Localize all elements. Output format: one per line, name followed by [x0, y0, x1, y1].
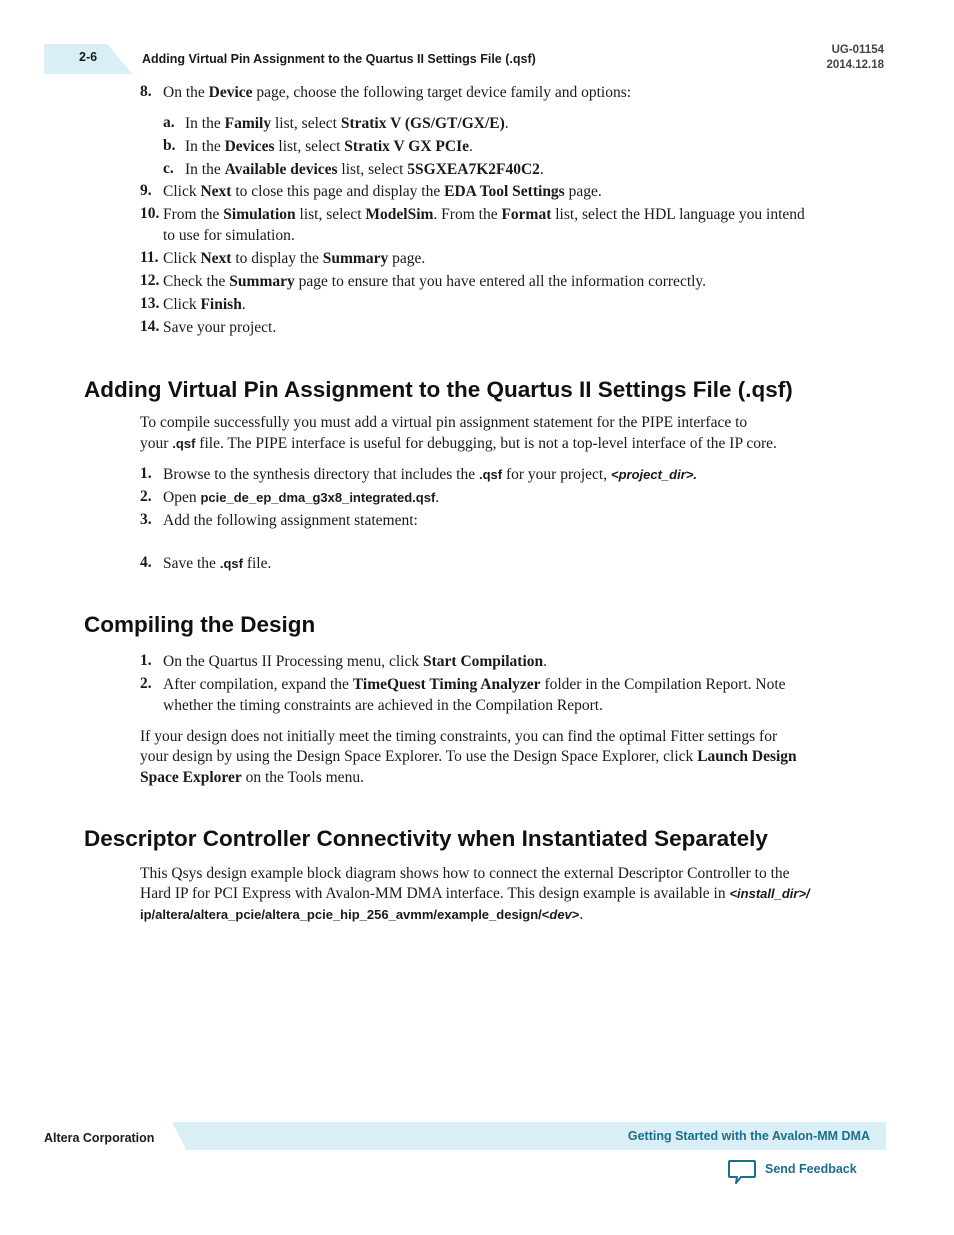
step-number: 1.: [140, 465, 152, 482]
paragraph-line: This Qsys design example block diagram shows how to connect the external Descriptor Controller to the: [140, 865, 790, 882]
step-8: On the Device page, choose the following target device family and options:: [163, 84, 632, 101]
step-14: Save your project.: [163, 319, 277, 336]
doc-id: UG-01154: [831, 44, 884, 56]
step-11: Click Next to display the Summary page.: [163, 250, 426, 267]
step-number: 11.: [140, 249, 159, 266]
feedback-speech-bubble-icon[interactable]: [727, 1158, 757, 1186]
paragraph-line: your design by using the Design Space Explorer. To use the Design Space Explorer, click Launch Design: [140, 748, 797, 765]
page-number: 2-6: [79, 50, 98, 64]
section-heading-virtual-pin: Adding Virtual Pin Assignment to the Quartus II Settings File (.qsf): [84, 377, 793, 402]
step-number: 14.: [140, 318, 160, 335]
running-title: Adding Virtual Pin Assignment to the Quartus II Settings File (.qsf): [142, 52, 536, 66]
step-expand-line2: whether the timing constraints are achieved in the Compilation Report.: [163, 697, 603, 714]
step-8c: In the Available devices list, select 5SGXEA7K2F40C2.: [185, 161, 544, 178]
send-feedback-link[interactable]: Send Feedback: [765, 1162, 857, 1176]
step-number: 13.: [140, 295, 160, 312]
step-10: From the Simulation list, select ModelSim. From the Format list, select the HDL language you intend: [163, 206, 805, 223]
step-start-compilation: On the Quartus II Processing menu, click Start Compilation.: [163, 653, 547, 670]
paragraph-line: If your design does not initially meet the timing constraints, you can find the optimal Fitter settings for: [140, 728, 778, 745]
substep-letter: a.: [163, 114, 175, 131]
step-browse: Browse to the synthesis directory that includes the .qsf for your project, <project_dir>.: [163, 466, 697, 483]
section-heading-descriptor: Descriptor Controller Connectivity when Instantiated Separately: [84, 826, 768, 851]
section-heading-compiling: Compiling the Design: [84, 612, 316, 637]
step-save: Save the .qsf file.: [163, 555, 272, 572]
substep-letter: c.: [163, 160, 174, 177]
step-13: Click Finish.: [163, 296, 246, 313]
step-9: Click Next to close this page and display the EDA Tool Settings page.: [163, 183, 602, 200]
step-add-statement: Add the following assignment statement:: [163, 512, 418, 529]
step-open: Open pcie_de_ep_dma_g3x8_integrated.qsf.: [163, 489, 440, 506]
step-expand-timequest: After compilation, expand the TimeQuest Timing Analyzer folder in the Compilation Report. Note: [163, 676, 786, 693]
paragraph-line: your .qsf file. The PIPE interface is useful for debugging, but is not a top-level interface of the IP core.: [140, 435, 777, 452]
paragraph-line: To compile successfully you must add a virtual pin assignment statement for the PIPE interface to: [140, 414, 748, 431]
step-number: 8.: [140, 83, 152, 100]
step-8a: In the Family list, select Stratix V (GS/GT/GX/E).: [185, 115, 509, 132]
step-number: 3.: [140, 511, 152, 528]
step-number: 9.: [140, 182, 152, 199]
step-10-line2: to use for simulation.: [163, 227, 295, 244]
step-number: 12.: [140, 272, 160, 289]
paragraph-line: Space Explorer on the Tools menu.: [140, 769, 364, 786]
step-number: 2.: [140, 488, 152, 505]
footer-guide-title[interactable]: Getting Started with the Avalon-MM DMA: [627, 1129, 870, 1143]
install-path: ip/altera/altera_pcie/altera_pcie_hip_256_avmm/example_design/<dev>.: [140, 906, 584, 923]
footer-company: Altera Corporation: [44, 1131, 155, 1145]
doc-date: 2014.12.18: [826, 59, 884, 71]
step-number: 2.: [140, 675, 152, 692]
step-number: 4.: [140, 554, 152, 571]
step-12: Check the Summary page to ensure that you have entered all the information correctly.: [163, 273, 707, 290]
doc-info: [826, 43, 884, 73]
step-number: 10.: [140, 205, 160, 222]
paragraph-line: Hard IP for PCI Express with Avalon-MM DMA interface. This design example is available in <install_dir>/: [140, 885, 810, 902]
substep-letter: b.: [163, 137, 176, 154]
step-8b: In the Devices list, select Stratix V GX PCIe.: [185, 138, 473, 155]
step-number: 1.: [140, 652, 152, 669]
